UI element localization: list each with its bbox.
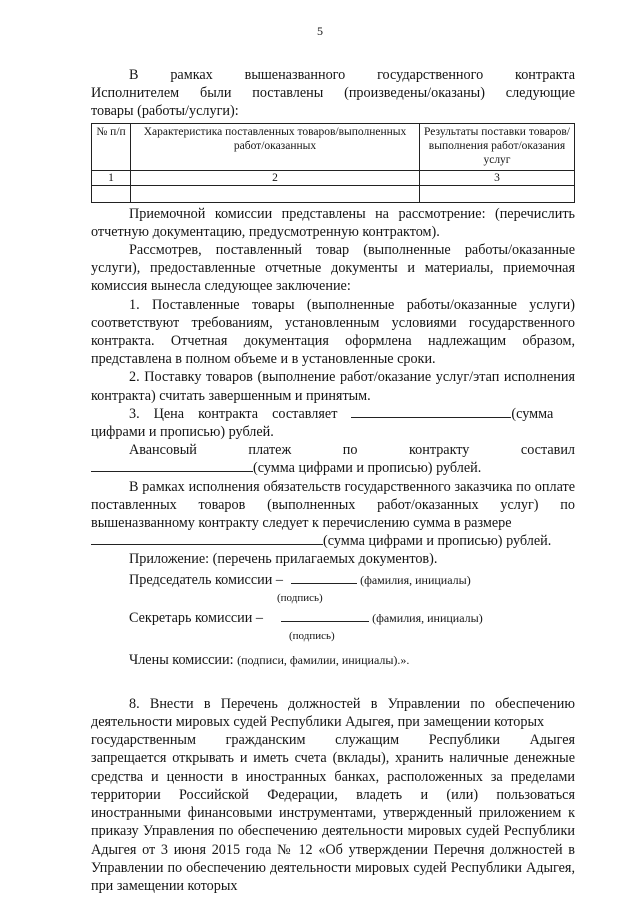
table-numbering-row xyxy=(92,170,575,185)
intro-line-3: товары (работы/услуги): xyxy=(91,103,239,120)
section-gap xyxy=(91,669,575,695)
chair-signature-row: Председатель комиссии – (фамилия, инициалы) xyxy=(129,571,471,588)
table-header-results: Результаты поставки товаров/выполнения работ/оказания услуг xyxy=(420,123,575,170)
obligations-line-tail: (сумма цифрами и прописью) рублей. xyxy=(91,532,575,550)
secretary-signature-row: Секретарь комиссии – (фамилия, инициалы) xyxy=(129,609,483,626)
table-header-row xyxy=(92,123,575,170)
page-number: 5 xyxy=(317,24,323,38)
secretary-signature-hint: (подпись) xyxy=(289,629,335,642)
contract-price-blank[interactable] xyxy=(351,405,511,418)
item-8-part-2: запрещается открывать и иметь счета (вклады), хранить наличные денежные средства и ценности в иностранных банках, расположенных за пределами территории Российской Федерации, владеть и (или) пользоваться иностранными финансовыми инструментами, утвержденный приложением к приказу Управления по обеспечению деятельности мировых судей Республики Адыгея от 3 июня 2015 года № 12 «Об утверждении Перечня должностей в Управлении по обеспечению деятельности мировых судей Республики Адыгея, при замещении которых xyxy=(91,750,575,894)
conclusion-item-2: 2. Поставку товаров (выполнение работ/оказание услуг/этап исполнения контракта) считать завершенным и принятым. xyxy=(91,369,575,404)
table-cell xyxy=(420,185,575,202)
page-content xyxy=(91,66,575,895)
conclusion-item-3-line-2: цифрами и прописью) рублей. xyxy=(91,424,274,441)
advance-line-1: Авансовый платеж по контракту составил xyxy=(129,442,575,459)
secretary-signature-blank[interactable] xyxy=(281,609,369,622)
table-header-number: № п/п xyxy=(92,123,131,170)
delivery-table xyxy=(91,123,575,203)
table-cell: 2 xyxy=(131,170,420,185)
intro-line-1: В рамках вышеназванного государственного контракта xyxy=(129,67,576,83)
table-header-characteristic: Характеристика поставленных товаров/выполненных работ/оказанных xyxy=(131,123,420,170)
table-cell xyxy=(131,185,420,202)
chair-signature-hint: (подпись) xyxy=(277,591,323,604)
members-line: Члены комиссии: (подписи, фамилии, инициалы).». xyxy=(129,651,410,668)
review-paragraph: Рассмотрев, поставленный товар (выполненные работы/оказанные услуги), предоставленные отчетные документы и материалы, приемочная комиссия вынесла следующее заключение: xyxy=(91,242,575,295)
table-row xyxy=(92,185,575,202)
appendix-line: Приложение: (перечень прилагаемых документов). xyxy=(129,551,438,568)
advance-line-2: (сумма цифрами и прописью) рублей. xyxy=(91,459,575,477)
table-cell: 1 xyxy=(92,170,131,185)
payment-amount-blank[interactable] xyxy=(91,532,323,545)
commission-paragraph: Приемочной комиссии представлены на рассмотрение: (перечислить отчетную документацию, предусмотренную контрактом). xyxy=(91,205,575,240)
item-8-part-1: 8. Внести в Перечень должностей в Управлении по обеспечению деятельности мировых судей Республики Адыгея, при замещении которых xyxy=(91,695,575,731)
table-cell xyxy=(92,185,131,202)
table-cell: 3 xyxy=(420,170,575,185)
chair-signature-blank[interactable] xyxy=(291,571,357,584)
advance-amount-blank[interactable] xyxy=(91,459,253,472)
conclusion-item-1: 1. Поставленные товары (выполненные работы/оказанные услуги) соответствуют требованиям, установленным условиями государственного контракта. Отчетная документация оформлена надлежащим образом, представлена в полном объеме и в установленные сроки. xyxy=(91,296,575,368)
intro-line-2: Исполнителем были поставлены (произведены/оказаны) следующие xyxy=(91,85,575,102)
conclusion-item-3: 3. Цена контракта составляет (сумма xyxy=(129,405,554,422)
obligations-paragraph: В рамках исполнения обязательств государственного заказчика по оплате поставленных товаров (выполненных работ/оказанных услуг) по вышеназванному контракту следует к перечислению сумма в размере xyxy=(91,478,575,532)
item-8-line-3: государственным гражданским служащим Республики Адыгея xyxy=(91,732,576,749)
